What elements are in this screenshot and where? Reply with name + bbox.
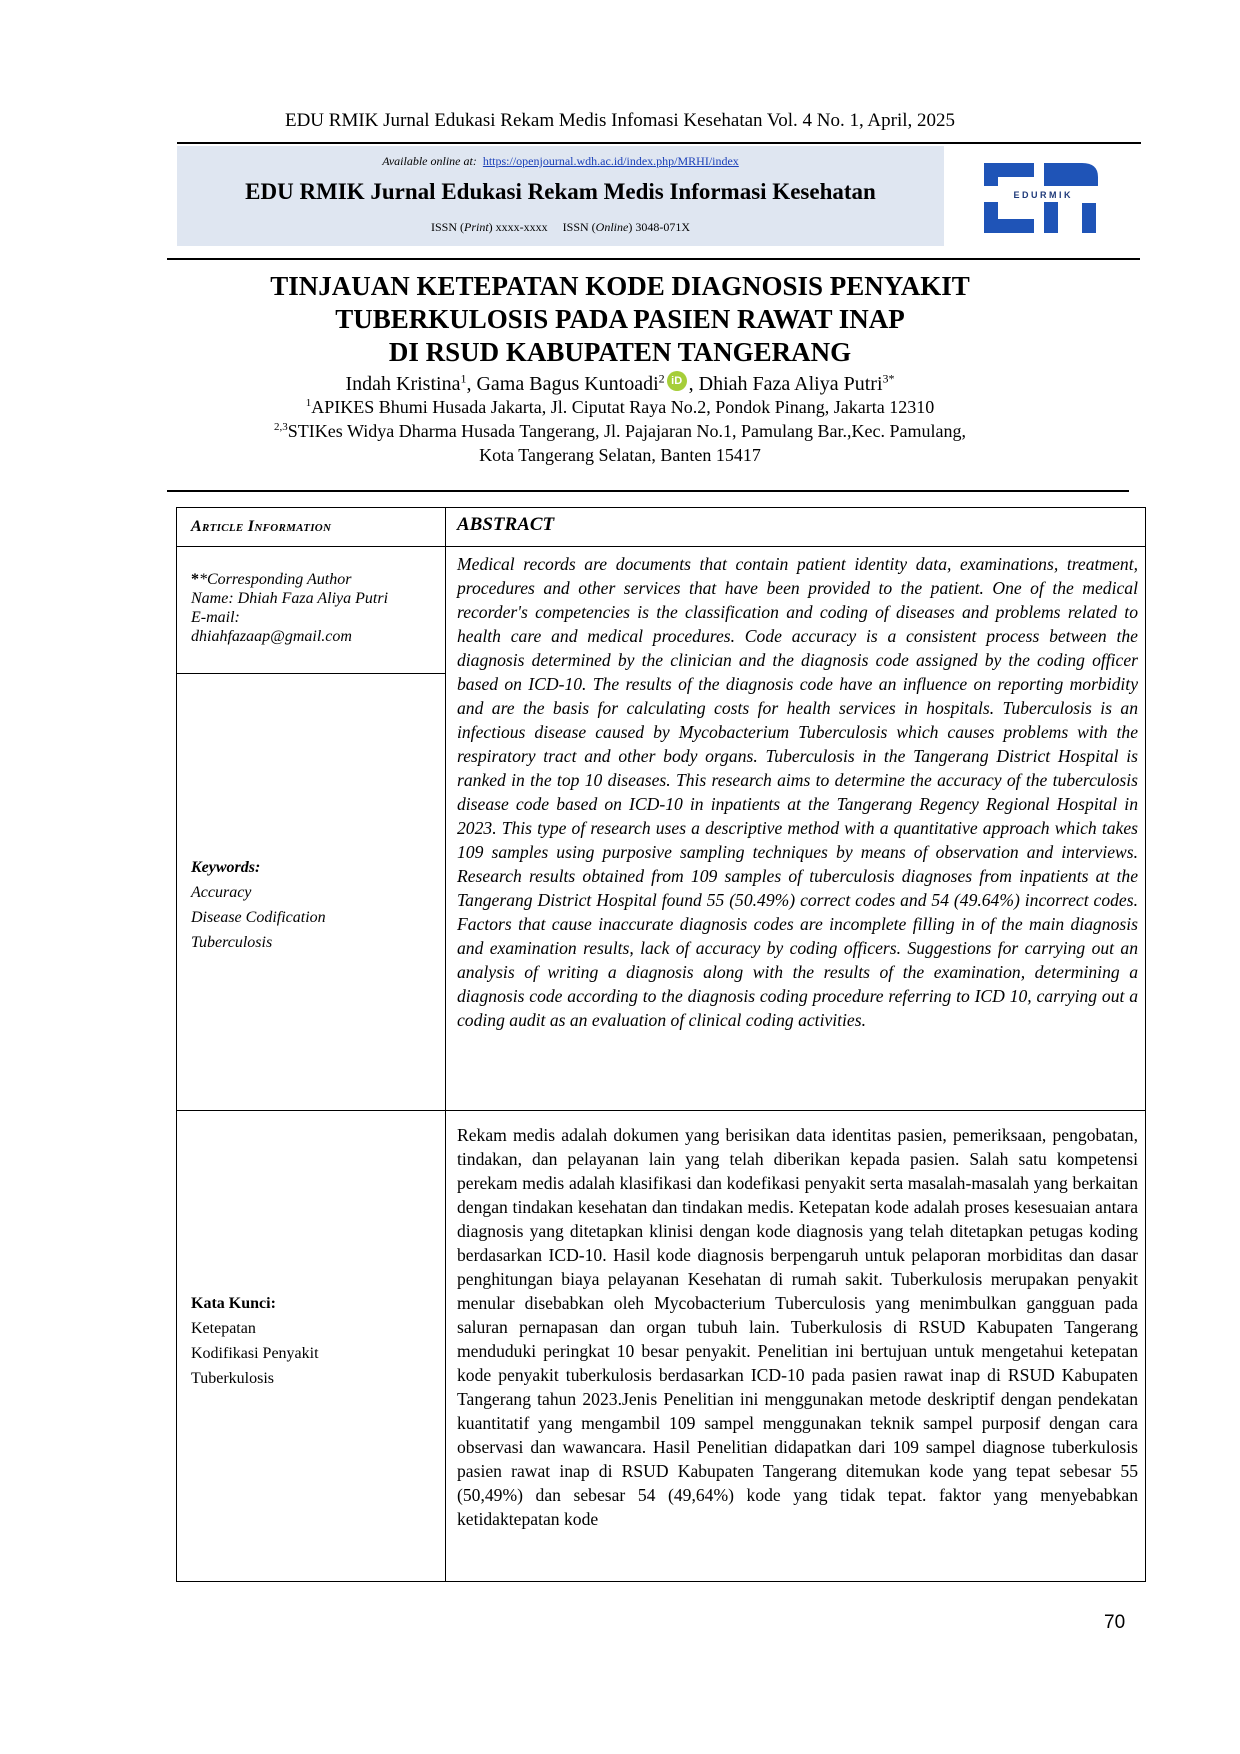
affiliation-sup: 2,3 [274, 421, 288, 433]
author-sup: 2 [658, 371, 665, 386]
corresponding-email[interactable]: dhiahfazaap@gmail.com [191, 628, 352, 645]
section-rule [167, 490, 1129, 492]
abstract-english: Medical records are documents that contain patient identity data, examinations, treatment, procedures and other services that have been provided to the patient. One of the medical recorder's competencies is the classification and coding of diseases and problems related to health care and medical procedures. Code accuracy is a consistent process between the diagnosis determined by the clinician and the diagnosis code assigned by the coding officer based on ICD-10. The results of the diagnosis code have an influence on reporting morbidity and are the basis for calculating costs for health services in hospitals. Tuberculosis is an infectious disease caused by Mycobacterium Tuberculosis which causes problems with the respiratory tract and other body organs. Tuberculosis in the Tangerang District Hospital is ranked in the top 10 diseases. This research aims to determine the accuracy of the tuberculosis disease code based on ICD-10 in inpatients at the Tangerang Regency Regional Hospital in 2023. This type of research uses a descriptive method with a quantitative approach which takes 109 samples using purposive sampling techniques by means of observation and interviews. Research results obtained from 109 samples of tuberculosis diagnoses from inpatients at the Tangerang District Hospital found 55 (50.49%) correct codes and 54 (49.64%) incorrect codes. Factors that cause inaccurate diagnosis codes are incomplete filling in of the main diagnosis and examination results, lack of accuracy by coding officers. Suggestions for carrying out an analysis of writing a diagnosis along with the results of the examination, determining a diagnosis code according to the diagnosis coding procedure referring to ICD 10, carrying out a coding audit as an evaluation of clinical coding activities. [457, 554, 1138, 1030]
journal-url-link[interactable]: https://openjournal.wdh.ac.id/index.php/MRHI/index [482, 154, 739, 168]
affiliation-sup: 1 [305, 397, 312, 409]
journal-logo [982, 163, 1102, 233]
author-name: Dhiah Faza Aliya Putri [698, 373, 883, 395]
journal-name: EDU RMIK Jurnal Edukasi Rekam Medis Informasi Kesehatan [245, 179, 876, 204]
title-line-3: DI RSUD KABUPATEN TANGERANG [388, 337, 852, 367]
author-sup: 1 [460, 371, 467, 386]
abstract-indonesian: Rekam medis adalah dokumen yang berisikan data identitas pasien, pemeriksaan, pengobatan, tindakan, dan pelayanan lain yang telah diberikan kepada pasien. Salah satu kompetensi perekam medis adalah klasifikasi dan kodefikasi penyakit serta masalah-masalah yang berkaitan dengan tindakan kesehatan dan tindakan medis. Ketepatan kode adalah proses kesesuaian antara diagnosis yang ditetapkan klinisi dengan kode diagnosis yang telah ditetapkan petugas koding berdasarkan ICD-10. Hasil kode diagnosis berpengaruh untuk pelaporan morbiditas dan dasar penghitungan biaya pelayanan Kesehatan di rumah sakit. Tuberkulosis merupakan penyakit menular disebabkan oleh Mycobacterium Tuberculosis yang menimbulkan gangguan pada saluran pernapasan dan organ tubuh lain. Tuberkulosis di RSUD Kabupaten Tangerang menduduki peringkat 10 besar penyakit. Penelitian ini bertujuan untuk mengetahui ketepatan kode penyakit tuberkulosis berdasarkan ICD-10 pada pasien rawat inap di RSUD Kabupaten Tangerang tahun 2023.Jenis Penelitian ini menggunakan metode deskriptif dengan pendekatan kuantitatif yang mengambil 109 sampel menggunakan teknik sampel purposif dengan cara observasi dan wawancara. Hasil Penelitian didapatkan dari 109 sampel diagnose tuberkulosis pasien rawat inap di RSUD Kabupaten Tangerang ditemukan kode yang tepat sebesar 55 (50,49%) dan sebesar 54 (49,64%) kode yang tidak tepat. faktor yang menyebabkan ketidaktepatan kode [457, 1125, 1138, 1529]
issn-print-label: Print [463, 220, 489, 234]
affiliation-1 [0, 397, 1240, 418]
language-divider [177, 1110, 1145, 1111]
article-title [0, 270, 1240, 369]
keywords-id [191, 1291, 436, 1391]
orcid-icon[interactable]: iD [667, 371, 687, 391]
article-info-heading: Article Information [191, 518, 332, 535]
corresponding-author: **Corresponding Author Name: Dhiah Faza Aliya Putri E-mail: dhiahfazaap@gmail.com [191, 570, 436, 646]
affiliation-text: STIKes Widya Dharma Husada Tangerang, Jl. Pajajaran No.1, Pamulang Bar.,Kec. Pamulang, [287, 421, 966, 441]
title-line-2: TUBERKULOSIS PADA PASIEN RAWAT INAP [335, 304, 905, 334]
author-name: Indah Kristina [345, 373, 461, 395]
logo-e-bottom [984, 219, 1034, 233]
corresponding-name: Name: Dhiah Faza Aliya Putri [191, 590, 389, 607]
table-header-divider [177, 546, 1145, 547]
email-label: E-mail: [191, 609, 240, 626]
keyword-item: Tuberculosis [191, 934, 273, 951]
corresponding-label: *Corresponding Author [199, 571, 352, 588]
keyword-item: Accuracy [191, 884, 252, 901]
issn-print-value: xxxx-xxxx [495, 220, 548, 234]
availability-line [177, 154, 944, 169]
author-list: Indah Kristina$^1$, Gama Bagus Kuntoadi$^2$ iD , Dhiah Faza Aliya Putri$^{3*}$ [345, 371, 895, 395]
issn-online-value: 3048-071X [635, 220, 691, 234]
table-column-divider [445, 508, 446, 1582]
kata-kunci-heading: Kata Kunci: [191, 1295, 276, 1312]
affiliation-2 [0, 421, 1240, 442]
keyword-item: Disease Codification [191, 909, 326, 926]
keywords-en [191, 855, 436, 955]
running-header: EDU RMIK Jurnal Edukasi Rekam Medis Infomasi Kesehatan Vol. 4 No. 1, April, 2025 [284, 110, 956, 131]
issn-line: ISSN (Print) xxxx-xxxx ISSN (Online) 3048-071X [430, 220, 691, 234]
corresponding-divider [177, 673, 445, 674]
available-label: Available online at: [382, 154, 477, 168]
logo-subtext: E D U R M I K [1013, 190, 1071, 200]
issn-online-label: Online [595, 220, 629, 234]
affiliation-3 [0, 445, 1240, 466]
journal-banner [177, 146, 944, 246]
page-number: 70 [1104, 1612, 1126, 1633]
author-name: Gama Bagus Kuntoadi [476, 373, 659, 395]
affiliation-text: APIKES Bhumi Husada Jakarta, Jl. Ciputat Raya No.2, Pondok Pinang, Jakarta 12310 [311, 397, 935, 417]
logo-r-leg [1082, 203, 1096, 233]
author-sup: 3* [882, 371, 895, 386]
keyword-item: Ketepatan [191, 1320, 256, 1337]
header-rule [177, 142, 1141, 144]
keyword-item: Tuberkulosis [191, 1370, 274, 1387]
title-line-1: TINJAUAN KETEPATAN KODE DIAGNOSIS PENYAKIT [270, 271, 970, 301]
title-rule [167, 258, 1140, 260]
keyword-item: Kodifikasi Penyakit [191, 1345, 319, 1362]
article-info-table [176, 507, 1146, 1582]
affiliation-text: Kota Tangerang Selatan, Banten 15417 [479, 445, 761, 465]
abstract-heading: ABSTRACT [457, 514, 555, 535]
keywords-heading: Keywords: [191, 859, 261, 876]
